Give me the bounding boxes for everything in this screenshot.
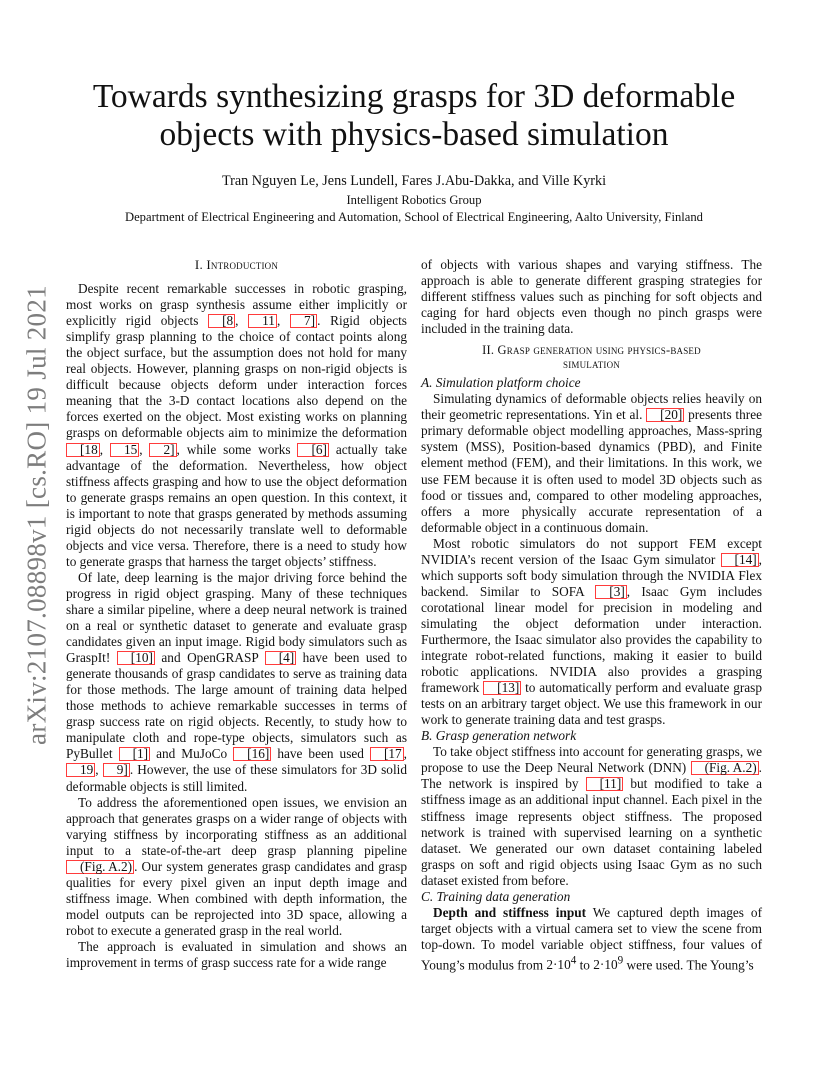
citation-link[interactable]: 9]	[103, 763, 130, 777]
citation-link[interactable]: [8	[208, 314, 235, 328]
citation-link[interactable]: 2]	[149, 443, 176, 457]
citation-link[interactable]: [11]	[586, 777, 624, 791]
citation-link[interactable]: [10]	[117, 651, 155, 665]
title-line-1: Towards synthesizing grasps for 3D deformable	[92, 78, 736, 115]
math-expression: $2\cdot 10^9$	[593, 954, 624, 973]
citation-link[interactable]: [3]	[595, 585, 627, 599]
left-column	[66, 257, 407, 971]
title-line-2: objects with physics-based simulation	[159, 116, 669, 153]
citation-link[interactable]: [18	[66, 443, 100, 457]
citation-link[interactable]: [14]	[721, 553, 759, 567]
citation-link[interactable]: [13]	[483, 681, 521, 695]
arxiv-identifier	[21, 285, 52, 745]
affiliation: Department of Electrical Engineering and Automation, School of Electrical Engineering, Aalto University, Finland	[125, 210, 703, 224]
citation-link[interactable]: [16]	[233, 747, 271, 761]
math-expression: $2\cdot 10^4$	[546, 954, 577, 973]
subsection-heading-simulation-platform: A. Simulation platform choice	[421, 375, 581, 391]
citation-link[interactable]: [1]	[119, 747, 151, 761]
citation-link[interactable]: [17	[370, 747, 404, 761]
simulation-paragraph-1: Simulating dynamics of deformable objects relies heavily on their geometric representations. Yin et al. [20] presents three primary deformable object modelling approaches, Mass-spring system (MSS), Position-based dynamics (PBD), and Finite element method (FEM), and their limitations. In this work, we use FEM because it is often used to model 3D objects such as food or tissues and, compared to other modeling approaches, offers a more physically accurate representation of a deformable object in a continuous domain.	[421, 391, 763, 535]
subsection-heading-grasp-network: B. Grasp generation network	[421, 728, 577, 744]
figure-link[interactable]: (Fig. A.2)	[691, 761, 759, 775]
intro-paragraph-2: Of late, deep learning is the major driving force behind the progress in rigid object grasping. Many of these techniques share a similar pipeline, where a deep neural network is trained on a real or synthetic dataset to generate and evaluate grasp candidates given an input image. Rigid body simulators such as GraspIt! [10] and OpenGRASP [4] have been used to generate thousands of grasp candidates to serve as training data for those methods. The large amount of training data helped those methods to achieve remarkable successes in terms of grasp success rate on rigid objects. Recently, to study how to manipulate cloth and rope-type objects, simulators such as PyBullet [1] and MuJoCo [16] have been used [17 , 19 , 9] . However, the use of these simulators for 3D solid deformable objects is still limited.	[66, 569, 407, 794]
citation-link[interactable]: 19	[66, 763, 95, 777]
citation-link[interactable]: 15	[110, 443, 139, 457]
author-list: Tran Nguyen Le, Jens Lundell, Fares J.Abu-Dakka, and Ville Kyrki	[221, 173, 607, 189]
run-in-heading: Depth and stiffness input	[433, 904, 587, 920]
citation-link[interactable]: 11	[248, 314, 277, 328]
training-data-paragraph: Depth and stiffness input We captured depth images of target objects with a virtual camera set to view the scene from top-down. To model variable object stiffness, four values of Young’s modulus from $2\cdot 10^4$ to $2\cdot 10^9$ were used. The Young’s	[421, 904, 762, 973]
research-group: Intelligent Robotics Group	[346, 193, 482, 207]
intro-paragraph-4-continued: of objects with various shapes and varying stiffness. The approach is able to generate different grasping strategies for different stiffness values such as pinching for soft objects and caging for hard objects even though no pinch grasps were included in the training data.	[421, 257, 762, 337]
paper-title	[60, 78, 768, 154]
right-column	[421, 257, 762, 973]
section-heading-grasp-generation: II. Grasp generation using physics-based simulation	[482, 343, 701, 372]
citation-link[interactable]: [20]	[646, 408, 684, 422]
citation-link[interactable]: 7]	[290, 314, 317, 328]
simulation-paragraph-2: Most robotic simulators do not support FEM except NVIDIA’s recent version of the Isaac Gym simulator [14] , which supports soft body simulation through the NVIDIA Flex backend. Similar to SOFA [3] , Isaac Gym includes corotational linear model for precision in modeling and simulating the object deformation under interaction. Furthermore, the Isaac simulator also provides the capability to integrate robot-related functions, making it easier to build robotic applications. NVIDIA also provides a grasping framework [13] to automatically perform and evaluate grasp tests on an arbitrary target object. We use this framework in our work to generate training data and test grasps.	[421, 535, 762, 728]
network-paragraph: To take object stiffness into account for generating grasps, we propose to use the Deep Neural Network (DNN) (Fig. A.2) . The network is inspired by [11] but modified to take a stiffness image as an additional input channel. Each pixel in the stiffness image represents object stiffness. The proposed network is trained with supervised learning on a synthetic dataset. We generated our own dataset containing labeled grasps on soft and rigid objects using Isaac Gym as no such dataset existed from before.	[421, 744, 762, 888]
arxiv-id-text: arXiv:2107.08898v1 [cs.RO] 19 Jul 2021	[21, 285, 52, 745]
intro-paragraph-1: Despite recent remarkable successes in robotic grasping, most works on grasp synthesis assume either implicitly or explicitly rigid objects [8 , 11 , 7] . Rigid objects simplify grasp planning to the choice of contact points along the object surface, but the assumption does not hold for many real objects. However, planning grasps on non-rigid objects is difficult because objects deform under interaction forces meaning that the 3-D contact locations also depend on the forces exerted on the object. Most existing works on planning grasps on deformable objects aim to minimize the deformation [18 , 15 , 2] , while some works [6] actually take advantage of the deformation. Nevertheless, how object stiffness affects grasping and how to use the object deformation to generate grasps remains an open question. In this context, it is important to note that grasps generated by methods assuming rigid objects do not necessarily translate well to deformable objects and vice versa. Therefore, there is a need to study how to generate grasps that harness the target objects’ stiffness.	[66, 281, 407, 569]
subsection-heading-training-data: C. Training data generation	[421, 888, 571, 904]
citation-link[interactable]: [6]	[297, 443, 329, 457]
figure-link[interactable]: (Fig. A.2)	[66, 860, 134, 874]
citation-link[interactable]: [4]	[265, 651, 297, 665]
intro-paragraph-4: The approach is evaluated in simulation and shows an improvement in terms of grasp success rate for a wide range	[66, 938, 407, 971]
section-heading-introduction: I. Introduction	[194, 257, 279, 272]
intro-paragraph-3: To address the aforementioned open issues, we envision an approach that generates grasps on a wider range of objects with varying stiffness by incorporating stiffness as an additional input to a state-of-the-art deep grasp planning pipeline (Fig. A.2) . Our system generates grasp candidates and grasp qualities for every pixel given an input depth image and stiffness image. When combined with depth information, the model outputs can be reprojected into 3D space, allowing a robot to execute a generated grasp in the real world.	[66, 794, 407, 938]
